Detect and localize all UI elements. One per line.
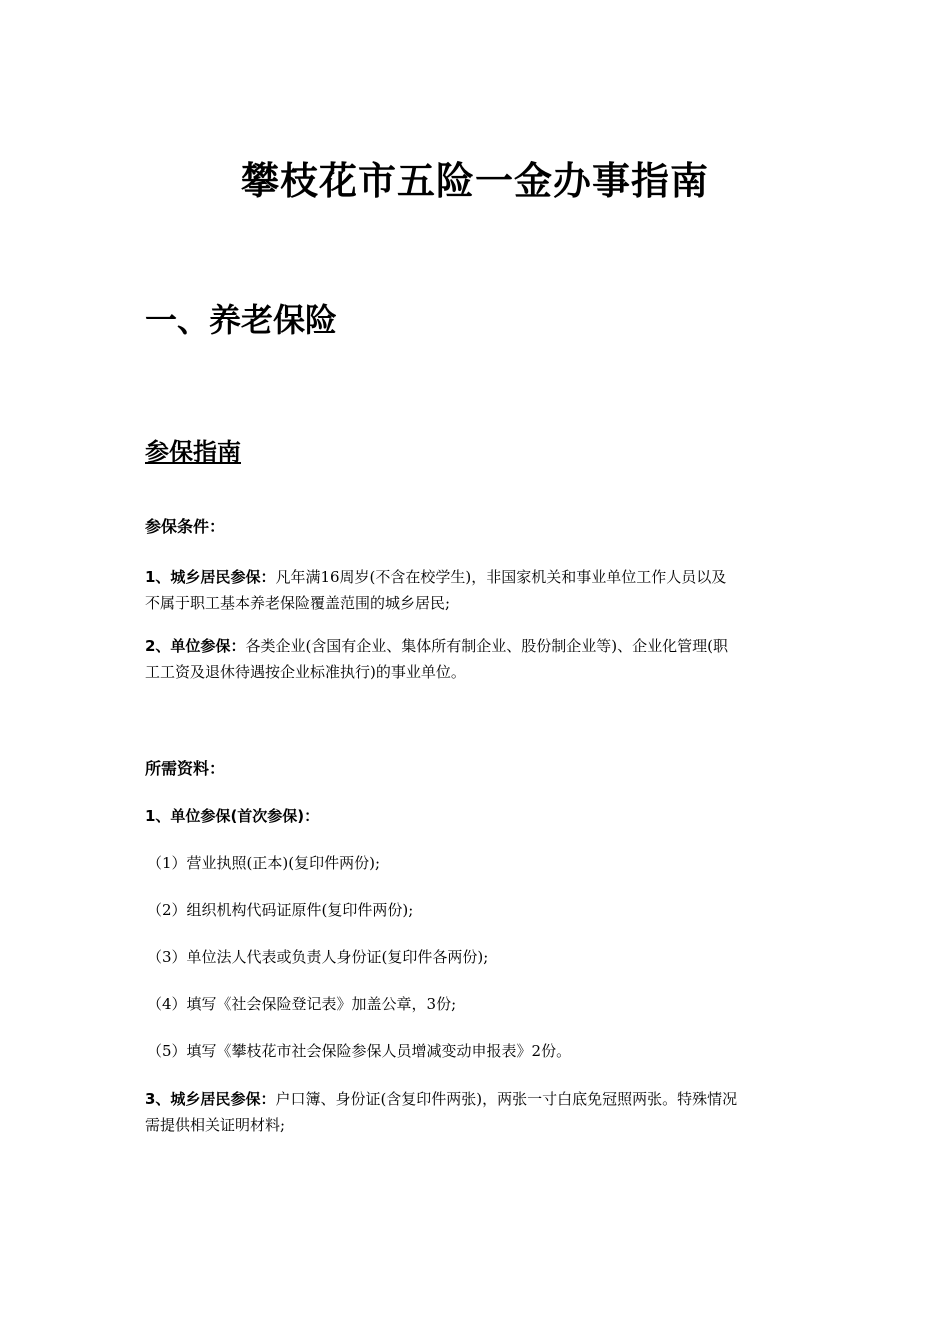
materials-unit-item-2: （2）组织机构代码证原件(复印件两份); (147, 901, 414, 919)
materials-unit-heading: 1、单位参保(首次参保)： (145, 807, 320, 825)
condition-item-resident-line1 (145, 564, 815, 590)
condition-item-resident-lead: 1、城乡居民参保： (145, 568, 276, 586)
materials-resident-item (145, 1086, 815, 1138)
materials-resident-text-1: 户口簿、身份证(含复印件两张)，两张一寸白底免冠照两张。特殊情况 (275, 1090, 738, 1108)
document-title: 攀枝花市五险一金办事指南 (240, 159, 709, 203)
condition-item-resident-text-2: 不属于职工基本养老保险覆盖范围的城乡居民; (145, 594, 451, 612)
materials-unit-item-3: （3）单位法人代表或负责人身份证(复印件各两份); (147, 948, 489, 966)
condition-item-unit-lead: 2、单位参保： (145, 637, 246, 655)
subsection-heading-enrollment-guide: 参保指南 (145, 438, 241, 466)
materials-unit-item-1: （1）营业执照(正本)(复印件两份); (147, 854, 381, 872)
materials-label: 所需资料： (145, 759, 226, 778)
materials-resident-lead: 3、城乡居民参保： (145, 1090, 276, 1108)
materials-resident-text-2: 需提供相关证明材料; (145, 1116, 286, 1134)
conditions-label: 参保条件： (145, 517, 226, 536)
condition-item-resident (145, 564, 815, 616)
materials-unit-item-4: （4）填写《社会保险登记表》加盖公章，3份; (147, 995, 457, 1013)
section-heading-pension-insurance: 一、养老保险 (145, 301, 338, 339)
materials-unit-item-5: （5）填写《攀枝花市社会保险参保人员增减变动申报表》2份。 (147, 1042, 572, 1060)
condition-item-resident-text-1: 凡年满16周岁(不含在校学生)，非国家机关和事业单位工作人员以及 (275, 568, 727, 586)
condition-item-unit-text-2: 工工资及退休待遇按企业标准执行)的事业单位。 (145, 663, 466, 681)
materials-resident-line1 (145, 1086, 815, 1112)
condition-item-unit (145, 633, 815, 685)
condition-item-unit-text-1: 各类企业(含国有企业、集体所有制企业、股份制企业等)、企业化管理(职 (245, 637, 729, 655)
condition-item-unit-line1 (145, 633, 815, 659)
